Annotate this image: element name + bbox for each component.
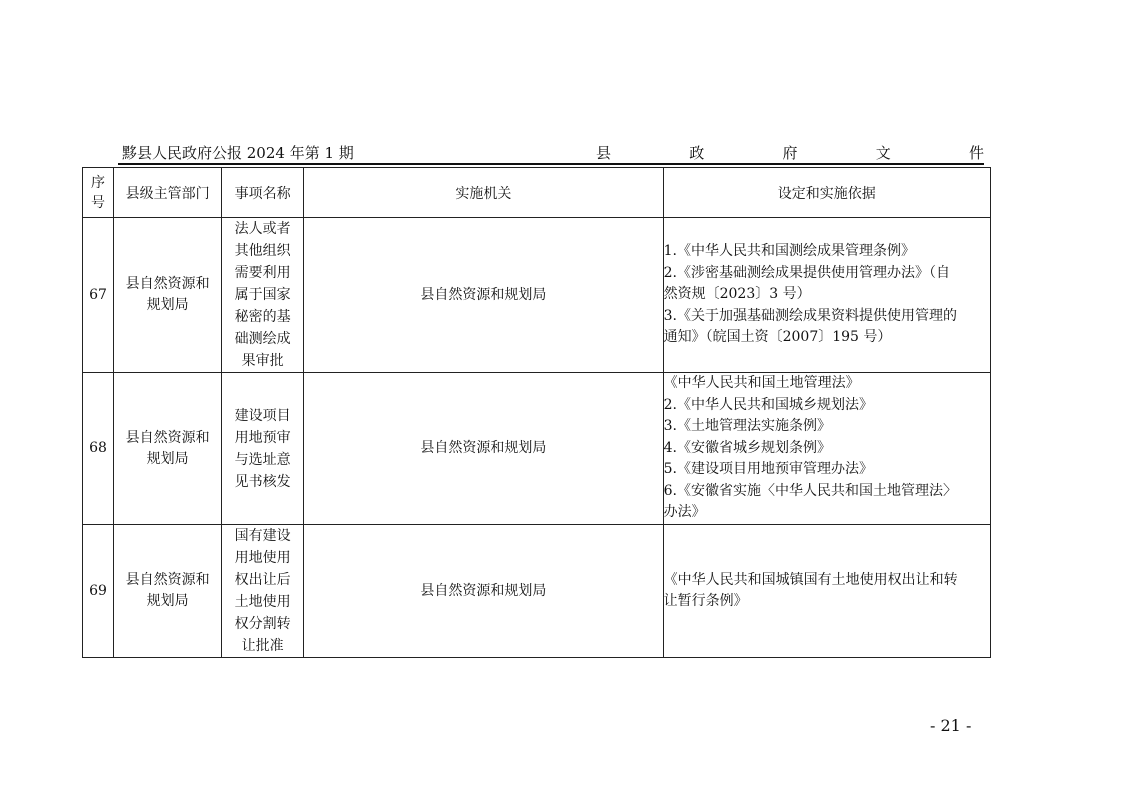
basis-line: 6.《安徽省实施〈中华人民共和国土地管理法〉 [663, 482, 957, 499]
item-line: 秘密的基 [234, 309, 291, 325]
row-item [222, 218, 304, 373]
item-line: 果审批 [241, 353, 284, 369]
item-line: 其他组织 [234, 243, 291, 259]
page-number: - 21 - [930, 716, 972, 735]
dept-line: 规划局 [146, 450, 189, 467]
header-rule-thick [118, 163, 984, 165]
item-line: 需要利用 [234, 265, 291, 281]
basis-line: 3.《关于加强基础测绘成果资料提供使用管理的 [663, 307, 957, 324]
section-title-char: 政 [689, 144, 705, 162]
basis-line: 1.《中华人民共和国测绘成果管理条例》 [663, 243, 915, 260]
gazette-title: 黟县人民政府公报 2024 年第 1 期 [122, 144, 354, 162]
basis-line: 《中华人民共和国城镇国有土地使用权出让和转 [663, 571, 958, 588]
dept-line: 县自然资源和 [125, 429, 210, 446]
header-basis: 设定和实施依据 [663, 168, 990, 218]
basis-line: 通知》（皖国土资〔2007〕195 号） [663, 329, 892, 346]
row-seq: 69 [83, 525, 114, 658]
dept-line: 规划局 [146, 297, 189, 313]
row-basis [663, 373, 990, 525]
dept-line: 县自然资源和 [125, 276, 210, 292]
item-line: 国有建设 [234, 528, 291, 544]
table-row [83, 218, 991, 373]
basis-line: 让暂行条例》 [663, 593, 748, 609]
item-line: 与选址意 [234, 451, 291, 468]
page-header [118, 142, 984, 164]
row-item [222, 373, 304, 525]
row-basis [663, 525, 990, 658]
basis-line: 2.《涉密基础测绘成果提供使用管理办法》（自 [663, 264, 950, 281]
row-dept [114, 525, 222, 658]
basis-line: 然资规〔2023〕3 号） [663, 286, 811, 303]
dept-line: 规划局 [146, 593, 189, 609]
item-line: 权分割转 [234, 616, 291, 632]
basis-line: 2.《中华人民共和国城乡规划法》 [663, 396, 873, 413]
item-line: 让批准 [241, 638, 284, 654]
row-dept [114, 218, 222, 373]
approval-items-table [82, 167, 991, 658]
row-seq: 67 [83, 218, 114, 373]
item-line: 见书核发 [234, 473, 291, 490]
item-line: 土地使用 [234, 594, 291, 610]
section-title-char: 件 [968, 144, 984, 162]
dept-line: 县自然资源和 [125, 572, 210, 588]
item-line: 础测绘成 [234, 331, 291, 347]
row-item [222, 525, 304, 658]
header-seq-line: 序 [91, 174, 106, 191]
row-basis [663, 218, 990, 373]
header-org: 实施机关 [304, 168, 663, 218]
section-title-char: 府 [782, 144, 798, 162]
header-seq-line: 号 [91, 194, 106, 211]
basis-line: 4.《安徽省城乡规划条例》 [663, 439, 831, 456]
table-header-row [83, 168, 991, 218]
item-line: 用地使用 [234, 550, 291, 566]
row-org: 县自然资源和规划局 [304, 218, 663, 373]
section-title-char: 文 [875, 144, 891, 162]
table-row [83, 525, 991, 658]
basis-line: 办法》 [663, 504, 706, 521]
basis-line: 3.《土地管理法实施条例》 [663, 418, 831, 435]
header-seq [83, 168, 114, 218]
item-line: 属于国家 [234, 287, 291, 303]
item-line: 法人或者 [234, 221, 291, 237]
row-org: 县自然资源和规划局 [304, 373, 663, 525]
table-row [83, 373, 991, 525]
row-seq: 68 [83, 373, 114, 525]
item-line: 建设项目 [234, 407, 291, 424]
row-org: 县自然资源和规划局 [304, 525, 663, 658]
item-line: 用地预审 [234, 429, 291, 446]
header-dept: 县级主管部门 [114, 168, 222, 218]
section-title [596, 142, 984, 163]
basis-line: 5.《建设项目用地预审管理办法》 [663, 461, 873, 478]
basis-line: 《中华人民共和国土地管理法》 [663, 375, 860, 392]
section-title-char: 县 [596, 144, 612, 162]
row-dept [114, 373, 222, 525]
header-item: 事项名称 [222, 168, 304, 218]
item-line: 权出让后 [234, 572, 291, 588]
